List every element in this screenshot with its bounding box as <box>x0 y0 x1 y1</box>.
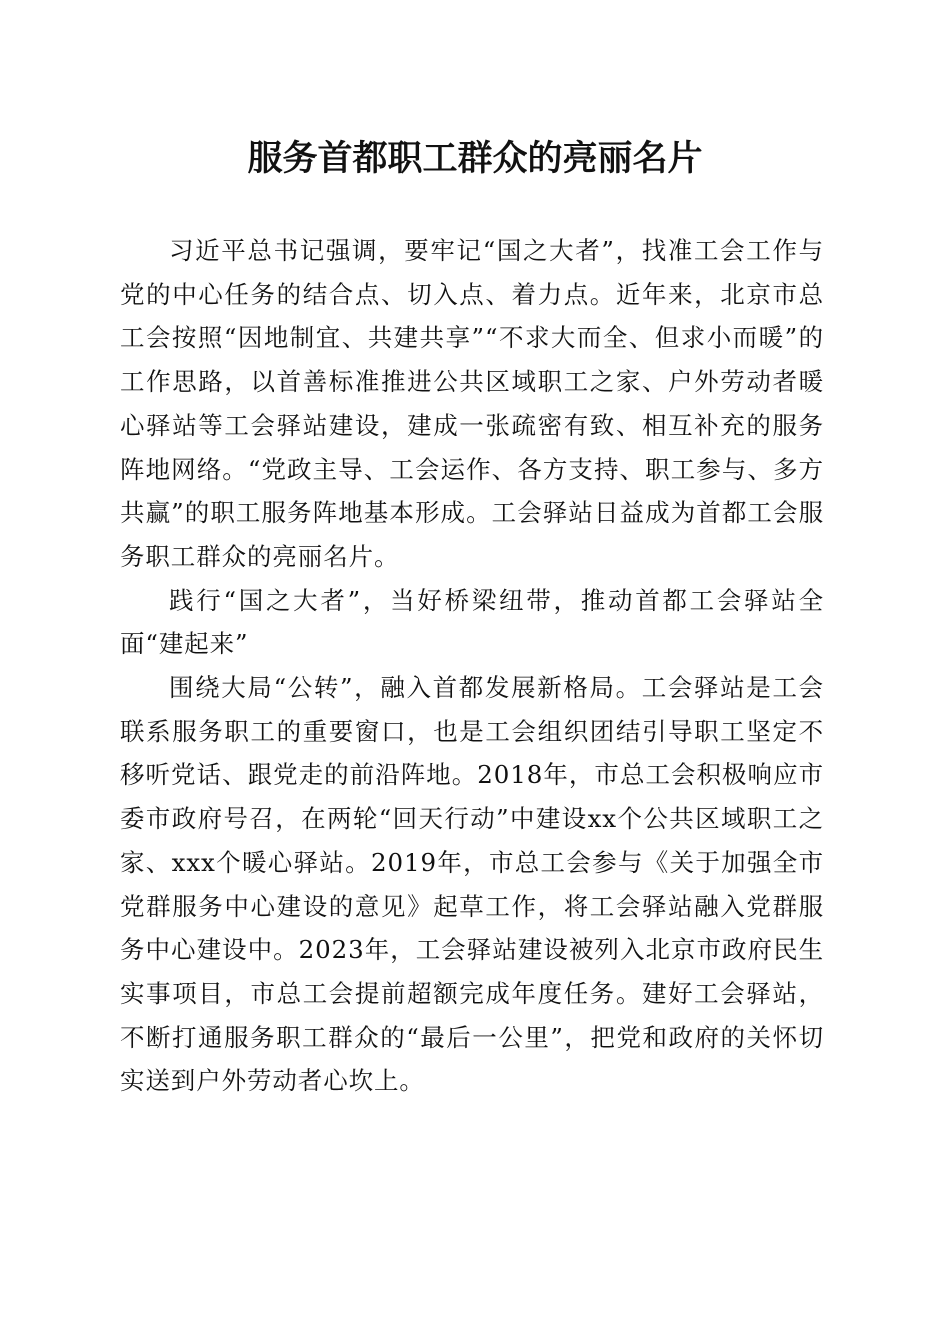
paragraph-intro: 习近平总书记强调，要牢记“国之大者”，找准工会工作与党的中心任务的结合点、切入点、着力点。近年来，北京市总工会按照“因地制宜、共建共享”“不求大而全、但求小而暖”的工作思路，以首善标准推进公共区域职工之家、户外劳动者暖心驿站等工会驿站建设，建成一张疏密有致、相互补充的服务阵地网络。“党政主导、工会运作、各方支持、职工参与、多方共赢”的职工服务阵地基本形成。工会驿站日益成为首都工会服务职工群众的亮丽名片。 <box>120 236 824 571</box>
document-body <box>120 229 824 1103</box>
document-title: 服务首都职工群众的亮丽名片 <box>247 138 703 179</box>
section-heading: 践行“国之大者”，当好桥梁纽带，推动首都工会驿站全面“建起来” <box>120 585 824 659</box>
paragraph-main: 围绕大局“公转”，融入首都发展新格局。工会驿站是工会联系服务职工的重要窗口，也是工会组织团结引导职工坚定不移听党话、跟党走的前沿阵地。2018年，市总工会积极响应市委市政府号召，在两轮“回天行动”中建设xx个公共区域职工之家、xxx个暖心驿站。2019年，市总工会参与《关于加强全市党群服务中心建设的意见》起草工作，将工会驿站融入党群服务中心建设中。2023年，工会驿站建设被列入北京市政府民生实事项目，市总工会提前超额完成年度任务。建好工会驿站，不断打通服务职工群众的“最后一公里”，把党和政府的关怀切实送到户外劳动者心坎上。 <box>120 673 824 1096</box>
